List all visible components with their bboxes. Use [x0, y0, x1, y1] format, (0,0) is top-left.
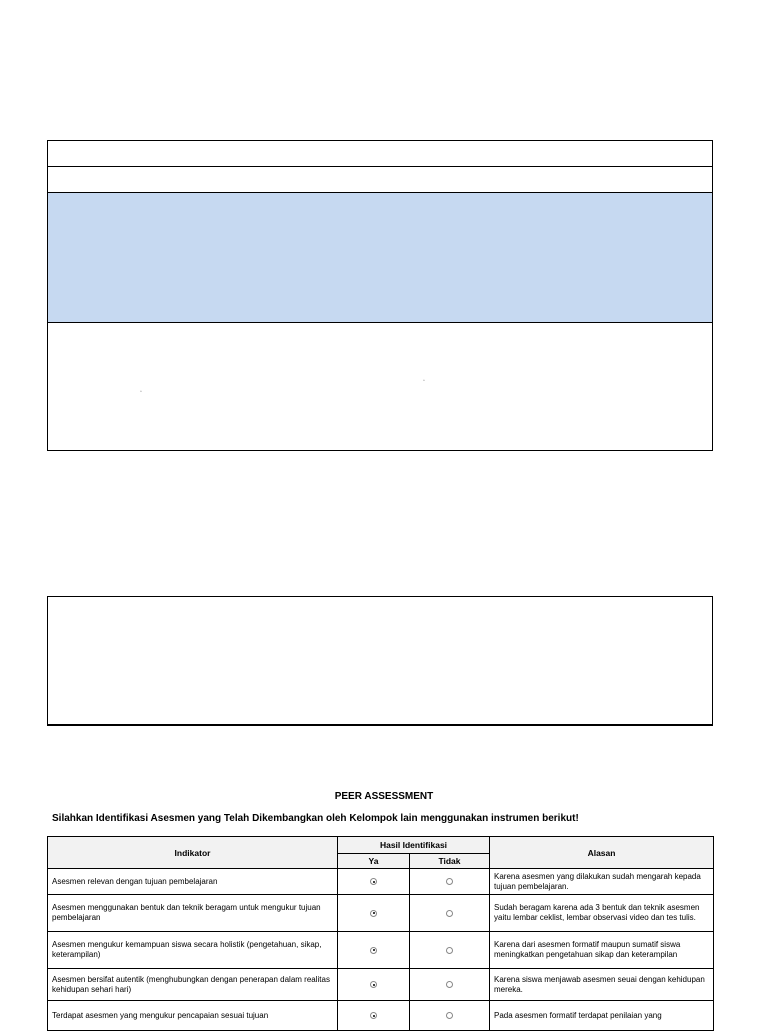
middle-empty-box — [47, 596, 713, 726]
ya-radio[interactable] — [370, 878, 377, 885]
ya-cell — [338, 1001, 410, 1031]
ya-cell — [338, 869, 410, 895]
ya-radio[interactable] — [370, 981, 377, 988]
top-box-shaded-row — [48, 193, 712, 323]
peer-assessment-table — [47, 836, 714, 1031]
top-box-row-2 — [48, 167, 712, 193]
indikator-cell: Asesmen mengukur kemampuan siswa secara holistik (pengetahuan, sikap, keterampilan) — [48, 932, 338, 969]
alasan-cell: Pada asesmen formatif terdapat penilaian yang — [490, 1001, 714, 1031]
header-alasan: Alasan — [490, 837, 714, 869]
tidak-cell — [410, 1001, 490, 1031]
ya-cell — [338, 969, 410, 1001]
table-row — [48, 969, 714, 1001]
ya-radio[interactable] — [370, 1012, 377, 1019]
table-row — [48, 932, 714, 969]
table-row — [48, 1001, 714, 1031]
header-tidak: Tidak — [410, 854, 490, 869]
top-form-box — [47, 140, 713, 451]
peer-assessment-instruction: Silahkan Identifikasi Asesmen yang Telah Dikembangkan oleh Kelompok lain menggunakan instrumen berikut! — [52, 813, 579, 824]
peer-assessment-title: PEER ASSESSMENT — [334, 791, 434, 802]
alasan-cell: Karena asesmen yang dilakukan sudah mengarah kepada tujuan pembelajaran. — [490, 869, 714, 895]
table-row — [48, 895, 714, 932]
tidak-cell — [410, 869, 490, 895]
top-box-row-1 — [48, 141, 712, 167]
alasan-cell: Karena siswa menjawab asesmen seuai dengan kehidupan mereka. — [490, 969, 714, 1001]
ya-radio[interactable] — [370, 947, 377, 954]
indikator-cell: Asesmen bersifat autentik (menghubungkan dengan penerapan dalam realitas kehidupan sehari hari) — [48, 969, 338, 1001]
header-ya: Ya — [338, 854, 410, 869]
stray-mark: ▫ — [140, 389, 142, 395]
header-indikator: Indikator — [48, 837, 338, 869]
tidak-radio[interactable] — [446, 910, 453, 917]
indikator-cell: Terdapat asesmen yang mengukur pencapaian sesuai tujuan — [48, 1001, 338, 1031]
alasan-cell: Sudah beragam karena ada 3 bentuk dan teknik asesmen yaitu lembar ceklist, lembar observasi video dan tes tulis. — [490, 895, 714, 932]
tidak-cell — [410, 895, 490, 932]
ya-cell — [338, 932, 410, 969]
tidak-cell — [410, 932, 490, 969]
stray-mark: ▫ — [423, 378, 425, 384]
header-hasil-identifikasi: Hasil Identifikasi — [338, 837, 490, 854]
tidak-radio[interactable] — [446, 981, 453, 988]
table-row — [48, 869, 714, 895]
tidak-cell — [410, 969, 490, 1001]
tidak-radio[interactable] — [446, 947, 453, 954]
indikator-cell: Asesmen menggunakan bentuk dan teknik beragam untuk mengukur tujuan pembelajaran — [48, 895, 338, 932]
tidak-radio[interactable] — [446, 878, 453, 885]
tidak-radio[interactable] — [446, 1012, 453, 1019]
indikator-cell: Asesmen relevan dengan tujuan pembelajaran — [48, 869, 338, 895]
alasan-cell: Karena dari asesmen formatif maupun sumatif siswa meningkatkan pengetahuan sikap dan keterampilan — [490, 932, 714, 969]
ya-radio[interactable] — [370, 910, 377, 917]
ya-cell — [338, 895, 410, 932]
top-box-row-4 — [48, 323, 712, 451]
